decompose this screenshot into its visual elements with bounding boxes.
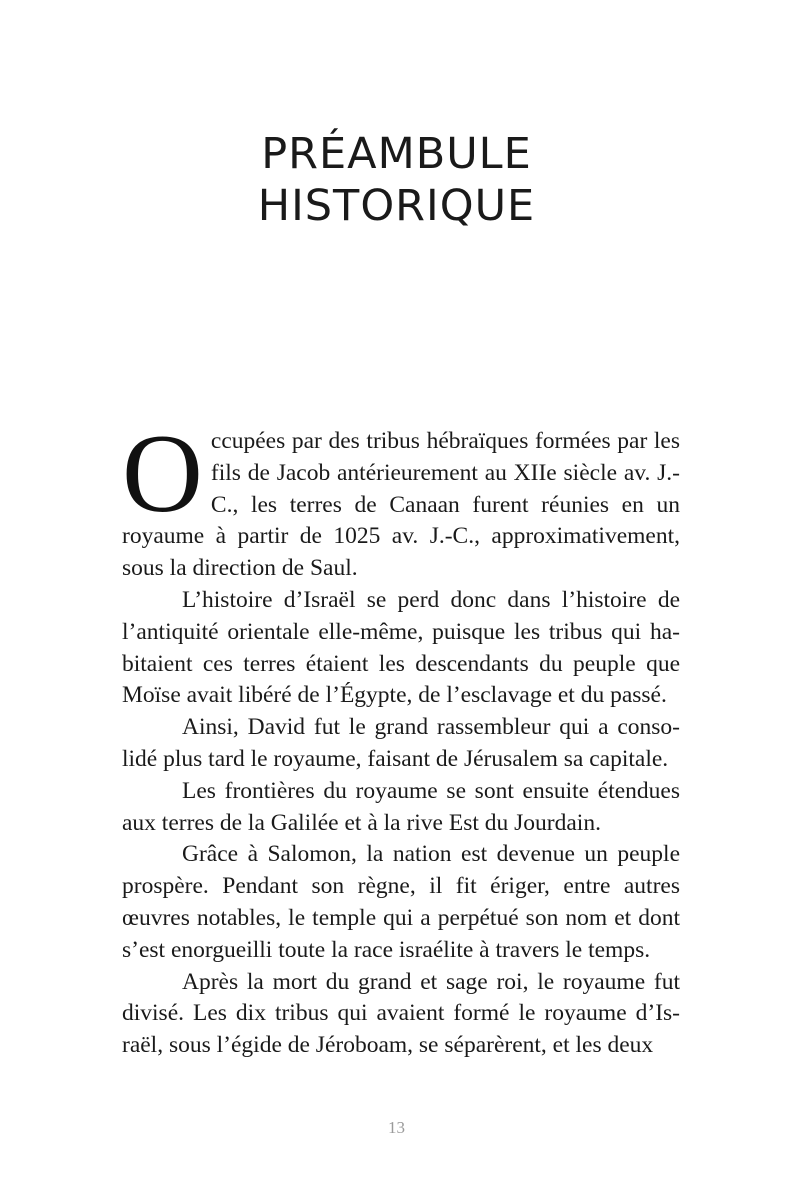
paragraph-3: Ainsi, David fut le grand rassembleur qui a consolidé plus tard le royaume, faisant de Jérusalem sa capitale.: [122, 714, 680, 772]
chapter-body: [122, 412, 680, 1062]
paragraph-6: Après la mort du grand et sage roi, le royaume fut divisé. Les dix tribus qui avaient formé le royaume d’Israël, sous l’égide de Jéroboam, se séparèrent, et les deux: [122, 968, 680, 1059]
paragraph-4: Les frontières du royaume se sont ensuite étendues aux terres de la Galilée et à la rive Est du Jourdain.: [122, 777, 680, 836]
paragraph-2: L’histoire d’Israël se perd donc dans l’histoire de l’antiquité orientale elle-même, puisque les tribus qui habitaient ces terres étaient les descendants du peuple que Moïse avait libéré de l’Égypte, de l’esclavage et du passé.: [122, 586, 680, 709]
paragraph-1-text: ccupées par des tribus hébraïques formées par les fils de Jacob antérieurement au XIIe siècle av. J.-C., les terres de Canaan furent réunies en un royaume à partir de 1025 av. J.-C., approximativement, sous la direction de Saul.: [122, 428, 680, 582]
chapter-title: [0, 128, 793, 232]
paragraph-5: Grâce à Salomon, la nation est devenue un peuple prospère. Pendant son règne, il fit ériger, entre autres œuvres notables, le temple qui a perpétué son nom et dont s’est enorgueilli toute la race israélite à travers le temps.: [122, 841, 680, 963]
chapter-title-line-1: PRÉAMBULE: [261, 129, 532, 179]
chapter-title-line-2: HISTORIQUE: [257, 181, 536, 231]
page-number: 13: [388, 1118, 405, 1137]
drop-cap: O: [122, 412, 203, 536]
paragraph-1: [122, 412, 680, 585]
